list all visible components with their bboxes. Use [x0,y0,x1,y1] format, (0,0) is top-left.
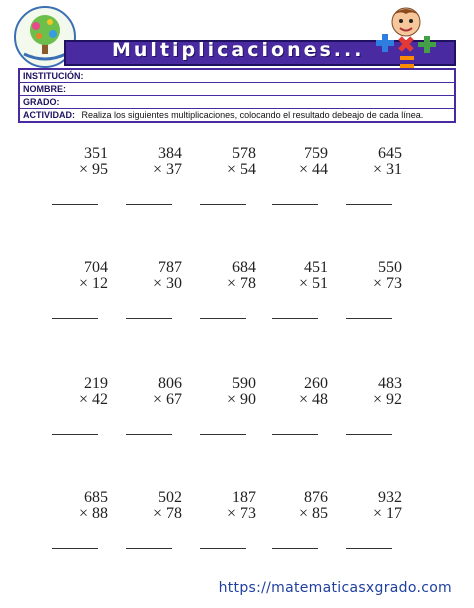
multiplication-problem [268,490,328,522]
multiplication-problem [122,490,182,522]
actividad-row [20,109,454,121]
nombre-field[interactable] [20,83,454,96]
multiplicand: 806 [158,375,182,392]
multiplier: × 51 [298,275,328,292]
actividad-label: ACTIVIDAD: [23,110,75,120]
answer-line[interactable] [272,548,318,549]
answer-line[interactable] [52,318,98,319]
multiplication-problem [268,376,328,408]
multiplicand: 451 [304,259,328,276]
multiplier: × 44 [298,161,328,178]
multiplier: × 73 [372,275,402,292]
multiplication-problem [48,260,108,292]
student-info-table [18,68,456,123]
answer-line[interactable] [52,434,98,435]
multiplication-problem [342,376,402,408]
multiplier: × 31 [372,161,402,178]
answer-line[interactable] [126,318,172,319]
answer-line[interactable] [272,204,318,205]
multiplicand: 704 [84,259,108,276]
answer-line[interactable] [52,204,98,205]
multiplicand: 219 [84,375,108,392]
multiplier: × 92 [372,391,402,408]
multiplication-problem [196,376,256,408]
institucion-label: INSTITUCIÓN: [23,71,84,81]
multiplication-problem [48,146,108,178]
multiplier: × 17 [372,505,402,522]
multiplicand: 876 [304,489,328,506]
grado-field[interactable] [20,96,454,109]
multiplier: × 88 [78,505,108,522]
multiplication-problem [196,260,256,292]
multiplier: × 48 [298,391,328,408]
multiplier: × 85 [298,505,328,522]
footer-url[interactable]: https://matematicasxgrado.com [218,580,452,596]
multiplier: × 42 [78,391,108,408]
answer-line[interactable] [200,434,246,435]
multiplicand: 685 [84,489,108,506]
multiplier: × 90 [226,391,256,408]
nombre-label: NOMBRE: [23,84,66,94]
actividad-text: Realiza los siguientes multiplicaciones, colocando el resultado debeajo de cada línea. [81,110,424,120]
answer-line[interactable] [52,548,98,549]
grado-label: GRADO: [23,97,60,107]
multiplier: × 30 [152,275,182,292]
institucion-field[interactable] [20,70,454,83]
multiplicand: 351 [84,145,108,162]
multiplicand: 684 [232,259,256,276]
answer-line[interactable] [346,204,392,205]
answer-line[interactable] [346,318,392,319]
multiplication-problem [342,146,402,178]
multiplier: × 12 [78,275,108,292]
multiplicand: 502 [158,489,182,506]
multiplication-problem [122,376,182,408]
multiplier: × 67 [152,391,182,408]
multiplier: × 54 [226,161,256,178]
answer-line[interactable] [126,204,172,205]
multiplication-problem [196,490,256,522]
answer-line[interactable] [126,434,172,435]
multiplicand: 260 [304,375,328,392]
multiplicand: 187 [232,489,256,506]
answer-line[interactable] [272,318,318,319]
boy-with-math-symbols-icon [372,4,440,74]
multiplicand: 590 [232,375,256,392]
multiplication-problem [268,260,328,292]
multiplier: × 95 [78,161,108,178]
multiplication-problem [342,260,402,292]
multiplication-problem [122,146,182,178]
answer-line[interactable] [346,548,392,549]
multiplication-problem [268,146,328,178]
multiplicand: 932 [378,489,402,506]
multiplication-problem [48,490,108,522]
multiplicand: 759 [304,145,328,162]
multiplier: × 78 [226,275,256,292]
answer-line[interactable] [126,548,172,549]
multiplication-problem [122,260,182,292]
multiplicand: 787 [158,259,182,276]
multiplicand: 550 [378,259,402,276]
multiplier: × 37 [152,161,182,178]
multiplicand: 645 [378,145,402,162]
answer-line[interactable] [200,204,246,205]
multiplication-problem [48,376,108,408]
answer-line[interactable] [272,434,318,435]
multiplier: × 73 [226,505,256,522]
multiplicand: 483 [378,375,402,392]
multiplier: × 78 [152,505,182,522]
answer-line[interactable] [200,318,246,319]
multiplicand: 578 [232,145,256,162]
answer-line[interactable] [200,548,246,549]
multiplication-problem [196,146,256,178]
multiplicand: 384 [158,145,182,162]
page-title: Multiplicaciones... [112,39,365,61]
answer-line[interactable] [346,434,392,435]
multiplication-problem [342,490,402,522]
